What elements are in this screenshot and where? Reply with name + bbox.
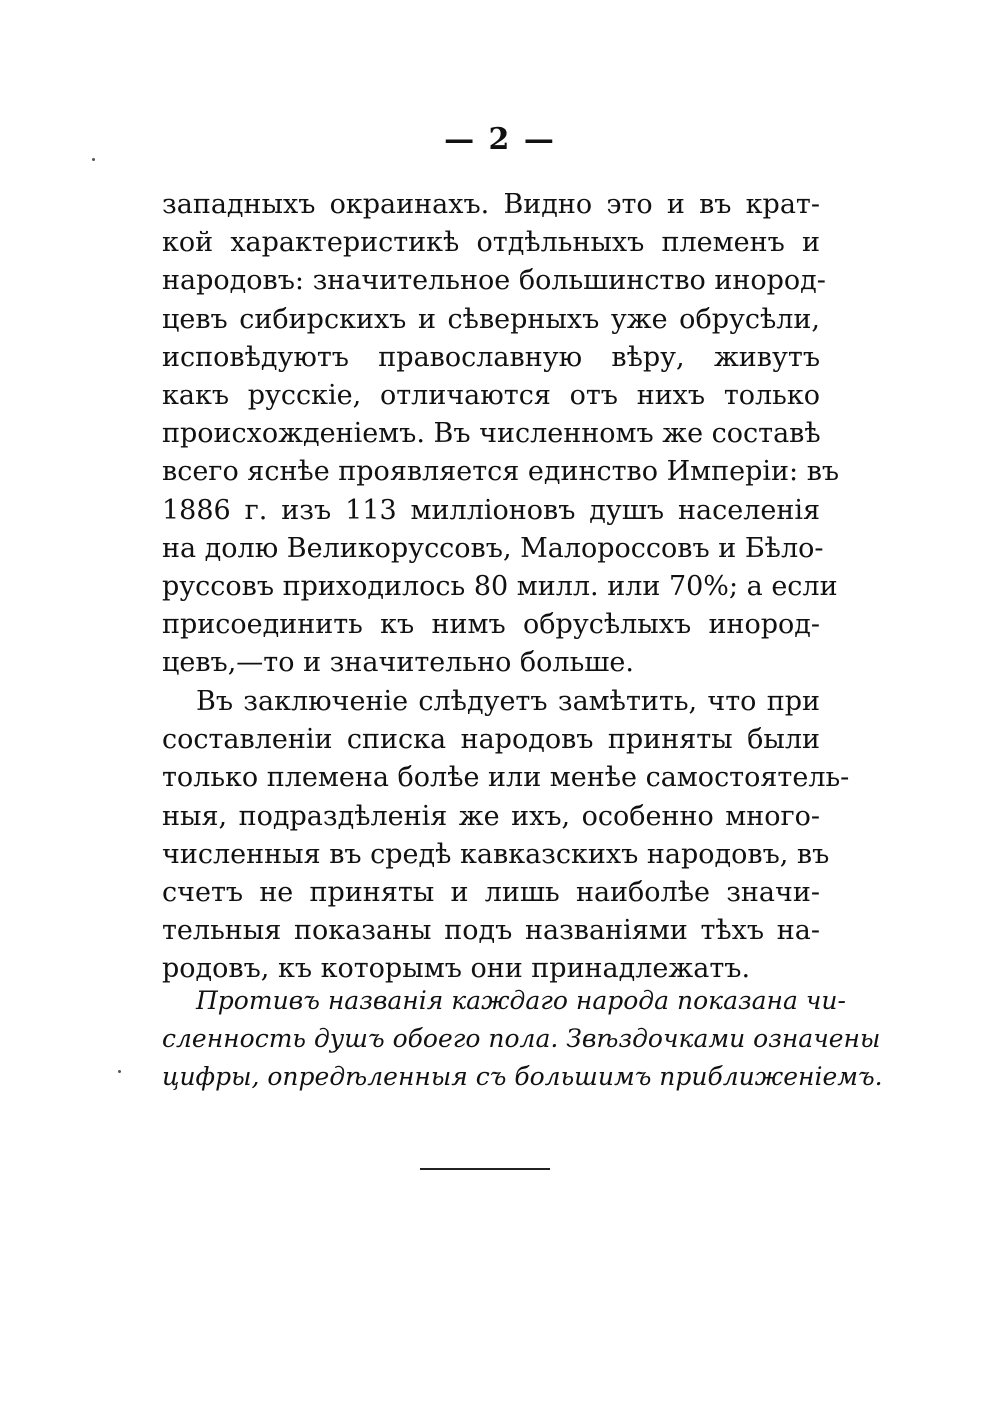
footnote-italic	[162, 982, 883, 1096]
page-number: — 2 —	[444, 122, 556, 157]
paragraph-line: присоединить къ нимъ обрусѣлыхъ инород-	[162, 609, 820, 641]
paragraph-line: цевъ сибирскихъ и сѣверныхъ уже обрусѣли,	[162, 303, 820, 335]
paragraph-line: тельныя показаны подъ названіями тѣхъ на-	[162, 915, 820, 947]
paragraph-line: исповѣдуютъ православную вѣру, живутъ	[162, 341, 820, 373]
paragraph-line: Въ заключеніе слѣдуетъ замѣтить, что при	[196, 686, 820, 717]
paragraph-line: численныя въ средѣ кавказскихъ народовъ, въ	[162, 838, 830, 870]
paragraph-line: народовъ: значительное большинство инород-	[162, 265, 826, 297]
end-rule-divider	[420, 1168, 550, 1170]
paragraph-line: счетъ не приняты и лишь наиболѣе значи-	[162, 876, 820, 908]
paragraph-line: какъ русскіе, отличаются отъ нихъ только	[162, 379, 820, 411]
paragraph-line: на долю Великоруссовъ, Малороссовъ и Бѣло-	[162, 532, 824, 564]
paragraph-line: родовъ, къ которымъ они принадлежатъ.	[162, 953, 751, 985]
footnote-line: сленность душъ обоего пола. Звѣздочками означены	[162, 1024, 881, 1053]
paragraph-1	[162, 186, 840, 682]
paragraph-line: составленіи списка народовъ приняты были	[162, 724, 820, 756]
paragraph-2	[162, 683, 850, 989]
paragraph-line: западныхъ окраинахъ. Видно это и въ крат-	[162, 189, 820, 220]
footnote-line: Противъ названія каждаго народа показана чи-	[196, 986, 846, 1015]
paragraph-line: всего яснѣе проявляется единство Имперіи: въ	[162, 456, 840, 488]
print-speck	[92, 158, 95, 161]
print-speck	[118, 1070, 121, 1073]
paragraph-line: 1886 г. изъ 113 милліоновъ душъ населенія	[162, 494, 820, 526]
paragraph-line: кой характеристикѣ отдѣльныхъ племенъ и	[162, 227, 820, 259]
paragraph-line: руссовъ приходилось 80 милл. или 70%; а если	[162, 570, 838, 602]
paragraph-line: происхожденіемъ. Въ численномъ же составѣ	[162, 418, 821, 450]
footnote-line: цифры, опредѣленныя съ большимъ приближеніемъ.	[162, 1062, 883, 1091]
paragraph-line: цевъ,—то и значительно больше.	[162, 647, 634, 679]
paragraph-line: ныя, подраздѣленія же ихъ, особенно много-	[162, 800, 820, 832]
paragraph-line: только племена болѣе или менѣе самостоятель-	[162, 762, 850, 794]
